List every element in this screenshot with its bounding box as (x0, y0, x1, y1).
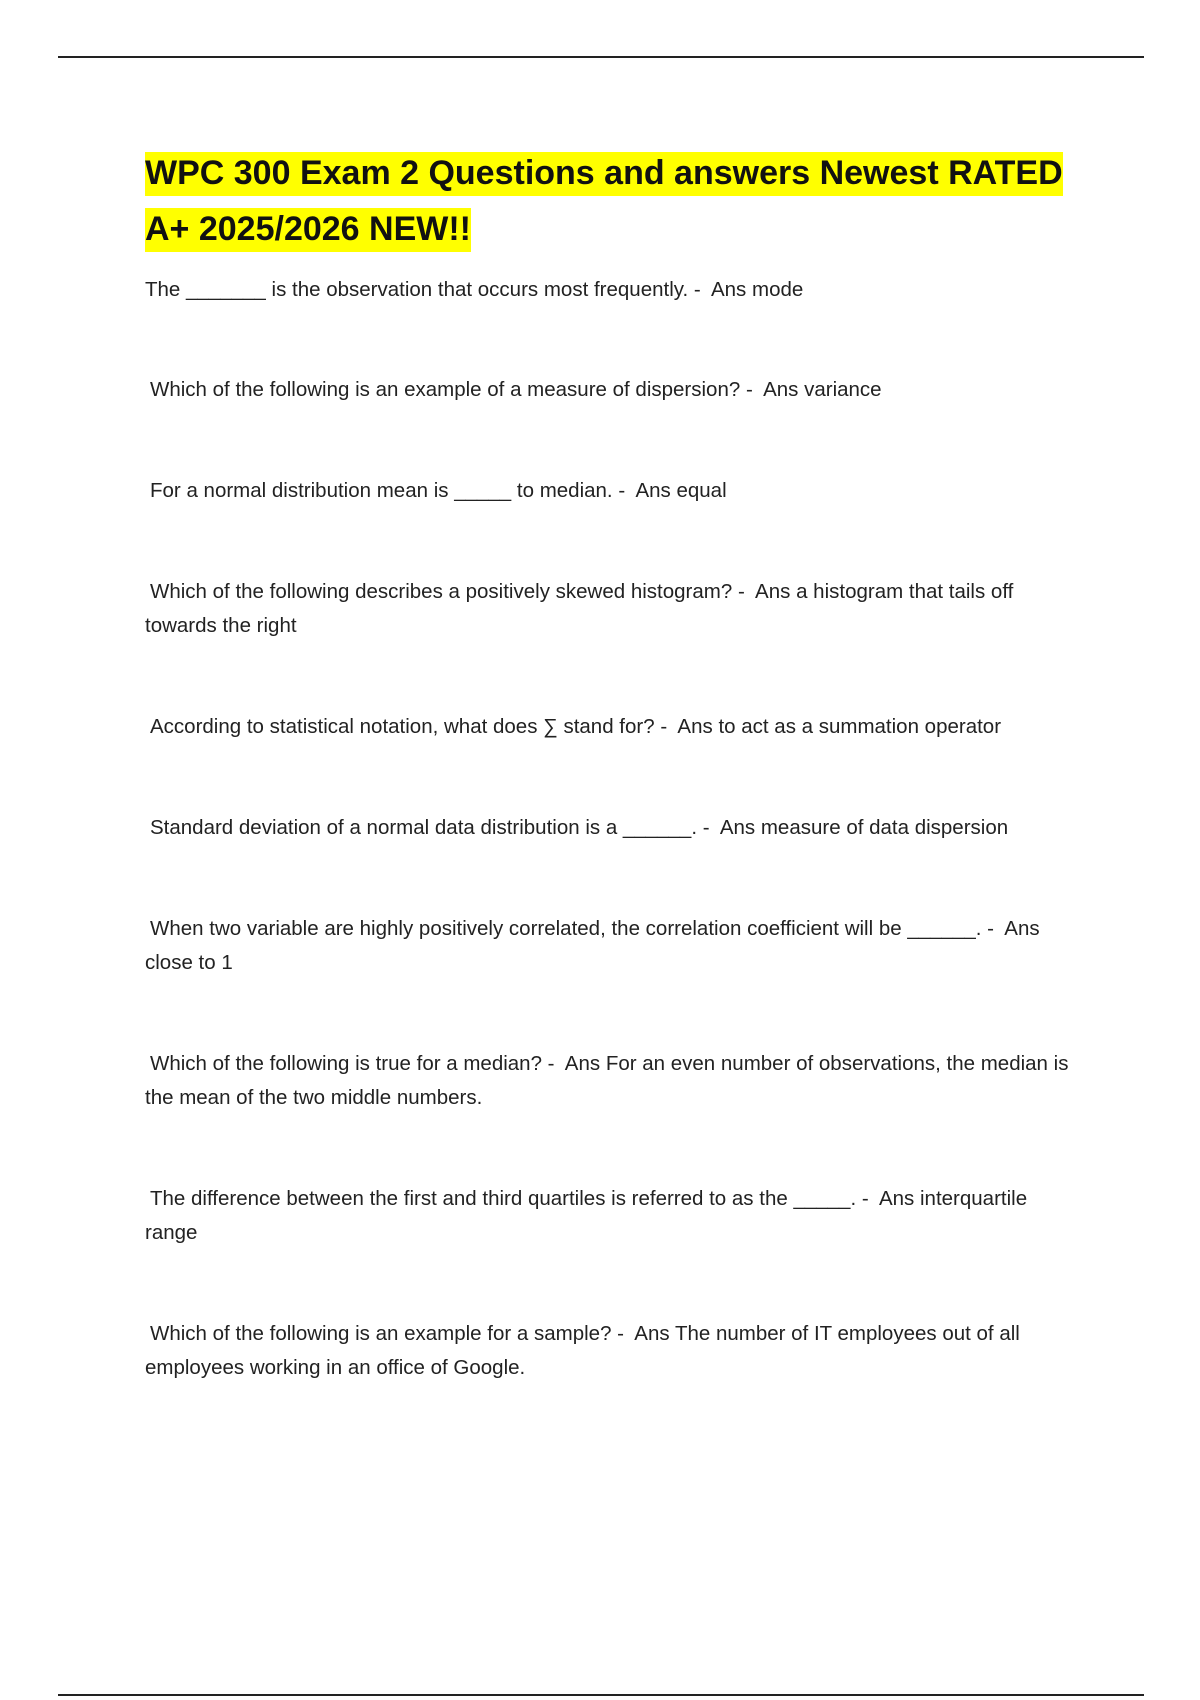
separator: - (612, 479, 636, 502)
answer-prefix: Ans (710, 278, 753, 301)
answer-text: a histogram that tails off towards the right (145, 580, 1014, 637)
qa-item-2 (145, 373, 1080, 407)
question-text: According to statistical notation, what does ∑ stand for? (150, 715, 655, 738)
answer-prefix: Ans (763, 378, 805, 401)
answer-text: The number of IT employees out of all employees working in an office of Google. (145, 1322, 1020, 1379)
answer-text: equal (676, 479, 727, 502)
bottom-rule (58, 1694, 1144, 1696)
separator: - (697, 816, 720, 839)
answer-prefix: Ans (564, 1052, 606, 1075)
question-text: When two variable are highly positively correlated, the correlation coefficient will be ______. (150, 917, 982, 940)
question-text: For a normal distribution mean is _____ to median. (150, 479, 613, 502)
qa-item-4 (145, 575, 1080, 643)
separator: - (981, 917, 1005, 940)
answer-text: variance (804, 378, 882, 401)
title-highlight: WPC 300 Exam 2 Questions and answers Newest RATED A+ 2025/2026 NEW!! (145, 152, 1063, 252)
question-text: Which of the following is an example for a sample? (150, 1322, 612, 1345)
question-text: Standard deviation of a normal data distribution is a ______. (150, 816, 698, 839)
question-text: The difference between the first and third quartiles is referred to as the _____. (150, 1187, 857, 1210)
answer-text: mode (752, 278, 804, 301)
separator: - (611, 1322, 635, 1345)
answer-prefix: Ans (677, 715, 719, 738)
qa-item-5 (145, 710, 1080, 744)
answer-text: interquartile range (145, 1187, 1028, 1244)
qa-item-3 (145, 474, 1080, 508)
separator: - (688, 278, 711, 301)
question-text: Which of the following describes a positively skewed histogram? (150, 580, 733, 603)
answer-prefix: Ans (719, 816, 761, 839)
qa-item-9 (145, 1182, 1080, 1250)
answer-prefix: Ans (1004, 917, 1040, 940)
separator: - (654, 715, 678, 738)
answer-text: to act as a summation operator (718, 715, 1002, 738)
answer-text: measure of data dispersion (760, 816, 1009, 839)
separator: - (856, 1187, 879, 1210)
answer-prefix: Ans (635, 479, 677, 502)
qa-item-7 (145, 912, 1080, 980)
qa-item-10 (145, 1317, 1080, 1385)
separator: - (541, 1052, 565, 1075)
answer-text: For an even number of observations, the median is the mean of the two middle numbers. (145, 1052, 1069, 1109)
question-text: The _______ is the observation that occurs most frequently. (145, 278, 689, 301)
qa-item-8 (145, 1047, 1080, 1115)
answer-prefix: Ans (878, 1187, 920, 1210)
qa-item-6 (145, 811, 1080, 845)
answer-text: close to 1 (145, 951, 233, 974)
separator: - (740, 378, 764, 401)
answer-prefix: Ans (634, 1322, 675, 1345)
qa-item-1 (145, 273, 1080, 307)
separator: - (732, 580, 756, 603)
answer-prefix: Ans (755, 580, 797, 603)
question-text: Which of the following is true for a median? (150, 1052, 542, 1075)
question-text: Which of the following is an example of a measure of dispersion? (150, 378, 741, 401)
